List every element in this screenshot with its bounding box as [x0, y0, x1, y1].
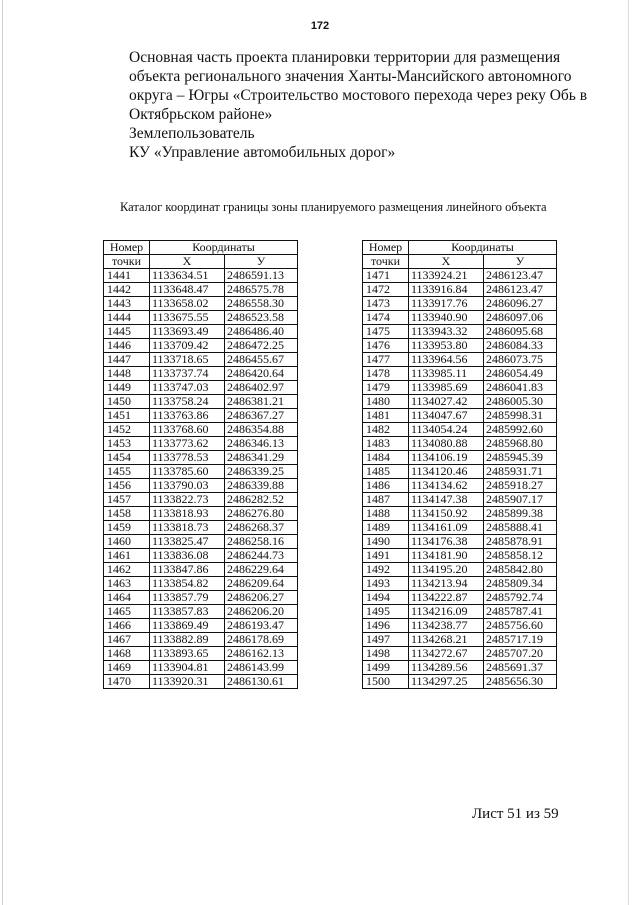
table-row — [363, 521, 557, 535]
x-coordinate-cell: 1133773.62 — [150, 437, 225, 451]
y-coordinate-cell: 2486005.30 — [484, 395, 557, 409]
point-number-cell: 1458 — [104, 507, 150, 521]
point-number-cell: 1484 — [363, 451, 409, 465]
table-row — [104, 605, 298, 619]
land-user-label: Землепользователь — [129, 125, 255, 142]
table-row — [363, 283, 557, 297]
y-coordinate-cell: 2486073.75 — [484, 353, 557, 367]
table-row — [104, 535, 298, 549]
x-coordinate-cell: 1133747.03 — [150, 381, 225, 395]
table-row — [363, 353, 557, 367]
table-row — [104, 563, 298, 577]
x-coordinate-cell: 1133763.86 — [150, 409, 225, 423]
point-number-cell: 1455 — [104, 465, 150, 479]
y-coordinate-cell: 2485968.80 — [484, 437, 557, 451]
table-row — [363, 633, 557, 647]
x-coordinate-cell: 1134047.67 — [409, 409, 484, 423]
y-coordinate-cell: 2485707.20 — [484, 647, 557, 661]
table-row — [363, 619, 557, 633]
y-coordinate-cell: 2485787.41 — [484, 605, 557, 619]
point-number-cell: 1448 — [104, 367, 150, 381]
x-coordinate-cell: 1134161.09 — [409, 521, 484, 535]
header-line-4: Октябрьском районе» — [129, 106, 273, 123]
x-coordinate-cell: 1133940.90 — [409, 311, 484, 325]
point-number-cell: 1469 — [104, 661, 150, 675]
y-coordinate-cell: 2486339.88 — [225, 479, 298, 493]
table-row — [104, 297, 298, 311]
table-row — [363, 269, 557, 283]
y-coordinate-cell: 2486162.13 — [225, 647, 298, 661]
point-number-cell: 1464 — [104, 591, 150, 605]
coordinates-table-left — [103, 240, 298, 689]
y-coordinate-cell: 2486486.40 — [225, 325, 298, 339]
x-coordinate-cell: 1133648.47 — [150, 283, 225, 297]
point-number-cell: 1472 — [363, 283, 409, 297]
x-coordinate-cell: 1133790.03 — [150, 479, 225, 493]
point-number-cell: 1466 — [104, 619, 150, 633]
y-coordinate-cell: 2485899.38 — [484, 507, 557, 521]
point-number-cell: 1460 — [104, 535, 150, 549]
point-number-cell: 1446 — [104, 339, 150, 353]
table-row — [104, 325, 298, 339]
x-coordinate-cell: 1133920.31 — [150, 675, 225, 689]
point-number-cell: 1495 — [363, 605, 409, 619]
point-number-cell: 1450 — [104, 395, 150, 409]
x-coordinate-cell: 1133675.55 — [150, 311, 225, 325]
point-number-cell: 1444 — [104, 311, 150, 325]
y-coordinate-cell: 2485888.41 — [484, 521, 557, 535]
right-margin-rule — [628, 0, 629, 905]
table-row — [104, 591, 298, 605]
y-coordinate-cell: 2485945.39 — [484, 451, 557, 465]
y-coordinate-cell: 2485691.37 — [484, 661, 557, 675]
x-coordinate-cell: 1134213.94 — [409, 577, 484, 591]
y-coordinate-cell: 2485809.34 — [484, 577, 557, 591]
point-number-cell: 1497 — [363, 633, 409, 647]
x-coordinate-cell: 1133768.60 — [150, 423, 225, 437]
table-row — [104, 549, 298, 563]
table-row — [104, 353, 298, 367]
x-coordinate-cell: 1133818.93 — [150, 507, 225, 521]
point-number-cell: 1488 — [363, 507, 409, 521]
table-row — [363, 367, 557, 381]
point-number-cell: 1483 — [363, 437, 409, 451]
point-number-cell: 1489 — [363, 521, 409, 535]
y-coordinate-cell: 2486523.58 — [225, 311, 298, 325]
table-row — [363, 311, 557, 325]
land-user-name: КУ «Управление автомобильных дорог» — [129, 144, 396, 161]
header-point: точки — [363, 255, 409, 269]
table-row — [363, 661, 557, 675]
y-coordinate-cell: 2485756.60 — [484, 619, 557, 633]
x-coordinate-cell: 1133658.02 — [150, 297, 225, 311]
y-coordinate-cell: 2486367.27 — [225, 409, 298, 423]
table-row — [363, 479, 557, 493]
point-number-cell: 1449 — [104, 381, 150, 395]
y-coordinate-cell: 2485717.19 — [484, 633, 557, 647]
x-coordinate-cell: 1134027.42 — [409, 395, 484, 409]
y-coordinate-cell: 2486096.27 — [484, 297, 557, 311]
table-row — [104, 661, 298, 675]
point-number-cell: 1463 — [104, 577, 150, 591]
x-coordinate-cell: 1133857.79 — [150, 591, 225, 605]
table-row — [363, 675, 557, 689]
y-coordinate-cell: 2485656.30 — [484, 675, 557, 689]
y-coordinate-cell: 2486354.88 — [225, 423, 298, 437]
point-number-cell: 1471 — [363, 269, 409, 283]
x-coordinate-cell: 1133818.73 — [150, 521, 225, 535]
y-coordinate-cell: 2486206.27 — [225, 591, 298, 605]
x-coordinate-cell: 1133943.32 — [409, 325, 484, 339]
y-coordinate-cell: 2486558.30 — [225, 297, 298, 311]
y-coordinate-cell: 2486455.67 — [225, 353, 298, 367]
table-row — [104, 423, 298, 437]
table-row — [104, 479, 298, 493]
table-row — [104, 311, 298, 325]
table-row — [363, 647, 557, 661]
y-coordinate-cell: 2486209.64 — [225, 577, 298, 591]
table-row — [363, 591, 557, 605]
y-coordinate-cell: 2486575.78 — [225, 283, 298, 297]
header-point-number: Номер — [363, 241, 409, 255]
point-number-cell: 1456 — [104, 479, 150, 493]
table-row — [363, 577, 557, 591]
table-row — [363, 451, 557, 465]
point-number-cell: 1441 — [104, 269, 150, 283]
table-row — [104, 619, 298, 633]
x-coordinate-cell: 1134216.09 — [409, 605, 484, 619]
y-coordinate-cell: 2486339.25 — [225, 465, 298, 479]
point-number-cell: 1461 — [104, 549, 150, 563]
table-row — [363, 563, 557, 577]
x-coordinate-cell: 1133869.49 — [150, 619, 225, 633]
point-number-cell: 1447 — [104, 353, 150, 367]
point-number-cell: 1487 — [363, 493, 409, 507]
point-number-cell: 1465 — [104, 605, 150, 619]
point-number-cell: 1451 — [104, 409, 150, 423]
y-coordinate-cell: 2486130.61 — [225, 675, 298, 689]
header-point: точки — [104, 255, 150, 269]
y-coordinate-cell: 2486346.13 — [225, 437, 298, 451]
y-coordinate-cell: 2486282.52 — [225, 493, 298, 507]
coordinates-table-right — [362, 240, 557, 689]
header-coordinates: Координаты — [409, 241, 557, 255]
x-coordinate-cell: 1134268.21 — [409, 633, 484, 647]
header-line-2: объекта регионального значения Ханты-Мансийского автономного — [129, 68, 572, 85]
table-row — [104, 381, 298, 395]
header-y: У — [484, 255, 557, 269]
point-number-cell: 1462 — [104, 563, 150, 577]
table-row — [363, 535, 557, 549]
point-number-cell: 1452 — [104, 423, 150, 437]
point-number-cell: 1486 — [363, 479, 409, 493]
x-coordinate-cell: 1133916.84 — [409, 283, 484, 297]
point-number-cell: 1478 — [363, 367, 409, 381]
y-coordinate-cell: 2486258.16 — [225, 535, 298, 549]
table-row — [104, 339, 298, 353]
point-number-cell: 1470 — [104, 675, 150, 689]
table-row — [363, 549, 557, 563]
y-coordinate-cell: 2485907.17 — [484, 493, 557, 507]
x-coordinate-cell: 1134120.46 — [409, 465, 484, 479]
x-coordinate-cell: 1133778.53 — [150, 451, 225, 465]
catalog-caption: Каталог координат границы зоны планируемого размещения линейного объекта — [120, 200, 547, 214]
table-row — [104, 283, 298, 297]
x-coordinate-cell: 1133917.76 — [409, 297, 484, 311]
y-coordinate-cell: 2485878.91 — [484, 535, 557, 549]
sheet-label: Лист 51 из 59 — [472, 806, 559, 822]
table-row — [104, 647, 298, 661]
header-x: X — [409, 255, 484, 269]
point-number-cell: 1468 — [104, 647, 150, 661]
point-number-cell: 1500 — [363, 675, 409, 689]
x-coordinate-cell: 1134195.20 — [409, 563, 484, 577]
x-coordinate-cell: 1133893.65 — [150, 647, 225, 661]
table-row — [104, 367, 298, 381]
x-coordinate-cell: 1133857.83 — [150, 605, 225, 619]
x-coordinate-cell: 1133847.86 — [150, 563, 225, 577]
header-y: У — [225, 255, 298, 269]
left-margin-rule — [2, 0, 3, 905]
x-coordinate-cell: 1134134.62 — [409, 479, 484, 493]
x-coordinate-cell: 1134054.24 — [409, 423, 484, 437]
y-coordinate-cell: 2486193.47 — [225, 619, 298, 633]
x-coordinate-cell: 1133693.49 — [150, 325, 225, 339]
table-row — [104, 437, 298, 451]
x-coordinate-cell: 1133822.73 — [150, 493, 225, 507]
point-number-cell: 1476 — [363, 339, 409, 353]
table-row — [104, 675, 298, 689]
x-coordinate-cell: 1133953.80 — [409, 339, 484, 353]
x-coordinate-cell: 1134222.87 — [409, 591, 484, 605]
y-coordinate-cell: 2486041.83 — [484, 381, 557, 395]
table-row — [363, 423, 557, 437]
y-coordinate-cell: 2485918.27 — [484, 479, 557, 493]
coordinates-rows-right — [363, 269, 557, 689]
y-coordinate-cell: 2486420.64 — [225, 367, 298, 381]
table-row — [104, 451, 298, 465]
point-number-cell: 1445 — [104, 325, 150, 339]
y-coordinate-cell: 2486268.37 — [225, 521, 298, 535]
y-coordinate-cell: 2486276.80 — [225, 507, 298, 521]
point-number-cell: 1474 — [363, 311, 409, 325]
table-row — [363, 605, 557, 619]
y-coordinate-cell: 2486244.73 — [225, 549, 298, 563]
point-number-cell: 1499 — [363, 661, 409, 675]
y-coordinate-cell: 2485992.60 — [484, 423, 557, 437]
point-number-cell: 1482 — [363, 423, 409, 437]
point-number-cell: 1479 — [363, 381, 409, 395]
point-number-cell: 1443 — [104, 297, 150, 311]
y-coordinate-cell: 2486402.97 — [225, 381, 298, 395]
point-number-cell: 1467 — [104, 633, 150, 647]
point-number-cell: 1459 — [104, 521, 150, 535]
point-number-cell: 1498 — [363, 647, 409, 661]
y-coordinate-cell: 2486229.64 — [225, 563, 298, 577]
x-coordinate-cell: 1133924.21 — [409, 269, 484, 283]
table-row — [104, 269, 298, 283]
point-number-cell: 1481 — [363, 409, 409, 423]
x-coordinate-cell: 1133904.81 — [150, 661, 225, 675]
point-number-cell: 1496 — [363, 619, 409, 633]
x-coordinate-cell: 1134272.67 — [409, 647, 484, 661]
table-row — [363, 297, 557, 311]
y-coordinate-cell: 2485792.74 — [484, 591, 557, 605]
x-coordinate-cell: 1133709.42 — [150, 339, 225, 353]
x-coordinate-cell: 1133785.60 — [150, 465, 225, 479]
y-coordinate-cell: 2486123.47 — [484, 269, 557, 283]
x-coordinate-cell: 1133836.08 — [150, 549, 225, 563]
y-coordinate-cell: 2485842.80 — [484, 563, 557, 577]
y-coordinate-cell: 2486472.25 — [225, 339, 298, 353]
table-row — [104, 465, 298, 479]
x-coordinate-cell: 1133854.82 — [150, 577, 225, 591]
header-point-number: Номер — [104, 241, 150, 255]
point-number-cell: 1490 — [363, 535, 409, 549]
x-coordinate-cell: 1134150.92 — [409, 507, 484, 521]
page-number: 172 — [310, 20, 330, 32]
x-coordinate-cell: 1134181.90 — [409, 549, 484, 563]
y-coordinate-cell: 2486341.29 — [225, 451, 298, 465]
point-number-cell: 1475 — [363, 325, 409, 339]
y-coordinate-cell: 2486123.47 — [484, 283, 557, 297]
y-coordinate-cell: 2486143.99 — [225, 661, 298, 675]
y-coordinate-cell: 2486097.06 — [484, 311, 557, 325]
point-number-cell: 1473 — [363, 297, 409, 311]
table-row — [104, 633, 298, 647]
table-row — [104, 395, 298, 409]
point-number-cell: 1494 — [363, 591, 409, 605]
y-coordinate-cell: 2486591.13 — [225, 269, 298, 283]
x-coordinate-cell: 1134147.38 — [409, 493, 484, 507]
x-coordinate-cell: 1134106.19 — [409, 451, 484, 465]
x-coordinate-cell: 1133882.89 — [150, 633, 225, 647]
point-number-cell: 1491 — [363, 549, 409, 563]
header-coordinates: Координаты — [150, 241, 298, 255]
x-coordinate-cell: 1133718.65 — [150, 353, 225, 367]
point-number-cell: 1453 — [104, 437, 150, 451]
point-number-cell: 1454 — [104, 451, 150, 465]
y-coordinate-cell: 2486095.68 — [484, 325, 557, 339]
document-header — [129, 48, 599, 162]
table-row — [363, 493, 557, 507]
y-coordinate-cell: 2485931.71 — [484, 465, 557, 479]
point-number-cell: 1492 — [363, 563, 409, 577]
point-number-cell: 1480 — [363, 395, 409, 409]
point-number-cell: 1477 — [363, 353, 409, 367]
table-row — [104, 521, 298, 535]
point-number-cell: 1442 — [104, 283, 150, 297]
y-coordinate-cell: 2485858.12 — [484, 549, 557, 563]
y-coordinate-cell: 2486178.69 — [225, 633, 298, 647]
x-coordinate-cell: 1134289.56 — [409, 661, 484, 675]
table-row — [363, 339, 557, 353]
table-row — [363, 325, 557, 339]
table-row — [104, 493, 298, 507]
table-row — [104, 507, 298, 521]
table-row — [104, 409, 298, 423]
table-row — [363, 381, 557, 395]
x-coordinate-cell: 1134297.25 — [409, 675, 484, 689]
header-x: X — [150, 255, 225, 269]
coordinates-rows-left — [104, 269, 298, 689]
x-coordinate-cell: 1133985.69 — [409, 381, 484, 395]
table-row — [363, 395, 557, 409]
y-coordinate-cell: 2485998.31 — [484, 409, 557, 423]
point-number-cell: 1493 — [363, 577, 409, 591]
header-line-3: округа – Югры «Строительство мостового перехода через реку Обь в — [129, 87, 588, 104]
point-number-cell: 1457 — [104, 493, 150, 507]
x-coordinate-cell: 1134238.77 — [409, 619, 484, 633]
x-coordinate-cell: 1133634.51 — [150, 269, 225, 283]
x-coordinate-cell: 1133737.74 — [150, 367, 225, 381]
header-line-1: Основная часть проекта планировки территории для размещения — [129, 49, 561, 66]
x-coordinate-cell: 1133758.24 — [150, 395, 225, 409]
point-number-cell: 1485 — [363, 465, 409, 479]
table-row — [363, 409, 557, 423]
y-coordinate-cell: 2486084.33 — [484, 339, 557, 353]
y-coordinate-cell: 2486206.20 — [225, 605, 298, 619]
x-coordinate-cell: 1133825.47 — [150, 535, 225, 549]
table-row — [104, 577, 298, 591]
table-row — [363, 437, 557, 451]
y-coordinate-cell: 2486381.21 — [225, 395, 298, 409]
x-coordinate-cell: 1133964.56 — [409, 353, 484, 367]
table-row — [363, 507, 557, 521]
x-coordinate-cell: 1134080.88 — [409, 437, 484, 451]
x-coordinate-cell: 1133985.11 — [409, 367, 484, 381]
y-coordinate-cell: 2486054.49 — [484, 367, 557, 381]
table-row — [363, 465, 557, 479]
x-coordinate-cell: 1134176.38 — [409, 535, 484, 549]
